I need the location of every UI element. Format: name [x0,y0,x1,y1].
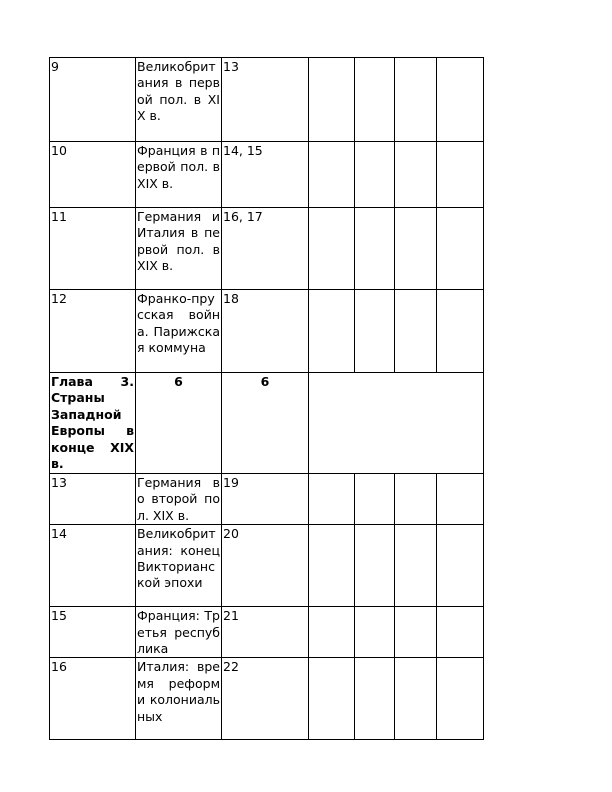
empty-cell [355,208,395,290]
empty-cell [395,208,437,290]
lesson-paragraph: 19 [222,474,309,525]
lesson-topic: Германия во второй пол. XIX в. [137,475,220,523]
empty-cell [395,290,437,373]
empty-cell [395,142,437,208]
empty-cell [309,58,355,142]
table-row [50,208,484,290]
empty-cell [437,142,484,208]
table-row [50,142,484,208]
empty-cell [437,658,484,740]
chapter-row [50,373,484,474]
empty-cell [309,142,355,208]
lesson-topic: Франко-прусская война. Парижская коммуна [136,290,222,373]
empty-cell [309,474,355,525]
empty-cell [309,373,484,474]
empty-cell [355,58,395,142]
lesson-topic: Франция: Третья республика [137,608,220,657]
empty-cell [309,658,355,740]
lesson-number: 14 [50,525,136,607]
table-row [50,290,484,373]
empty-cell [437,474,484,525]
empty-cell [355,525,395,607]
empty-cell [437,607,484,658]
lesson-topic: Германия и Италия в первой пол. в XIX в. [136,208,222,290]
lesson-paragraph: 16, 17 [222,208,309,290]
lesson-number: 10 [50,142,136,208]
lesson-paragraph: 13 [222,58,309,142]
lesson-paragraph: 21 [222,607,309,658]
empty-cell [437,58,484,142]
lesson-number: 15 [50,607,136,658]
empty-cell [355,290,395,373]
empty-cell [395,658,437,740]
empty-cell [395,525,437,607]
lesson-number: 13 [50,474,136,525]
lesson-paragraph: 22 [222,658,309,740]
empty-cell [395,474,437,525]
empty-cell [437,290,484,373]
lesson-plan-table [49,57,484,740]
empty-cell [309,290,355,373]
table-row [50,58,484,142]
lesson-topic: Италия: время реформ и колониальных [136,658,222,740]
empty-cell [309,607,355,658]
empty-cell [355,658,395,740]
chapter-hours: 6 [136,373,222,474]
lesson-number: 9 [50,58,136,142]
empty-cell [395,58,437,142]
empty-cell [355,607,395,658]
lesson-topic: Великобритания: конец Викторианской эпохи [136,525,222,607]
table-row [50,474,484,525]
empty-cell [355,474,395,525]
empty-cell [437,208,484,290]
table-row [50,658,484,740]
empty-cell [309,208,355,290]
lesson-paragraph: 14, 15 [222,142,309,208]
lesson-number: 11 [50,208,136,290]
lesson-paragraph: 20 [222,525,309,607]
lesson-topic: Франция в первой пол. в XIX в. [136,142,222,208]
table-row [50,525,484,607]
lesson-topic: Великобритания в первой пол. в XIX в. [136,58,222,142]
empty-cell [395,607,437,658]
lesson-number: 12 [50,290,136,373]
lesson-number: 16 [50,658,136,740]
empty-cell [437,525,484,607]
chapter-hours-2: 6 [222,373,309,474]
lesson-paragraph: 18 [222,290,309,373]
chapter-title: Глава 3. Страны Западной Европы в конце XIX в. [50,373,136,474]
table-row [50,607,484,658]
empty-cell [355,142,395,208]
empty-cell [309,525,355,607]
